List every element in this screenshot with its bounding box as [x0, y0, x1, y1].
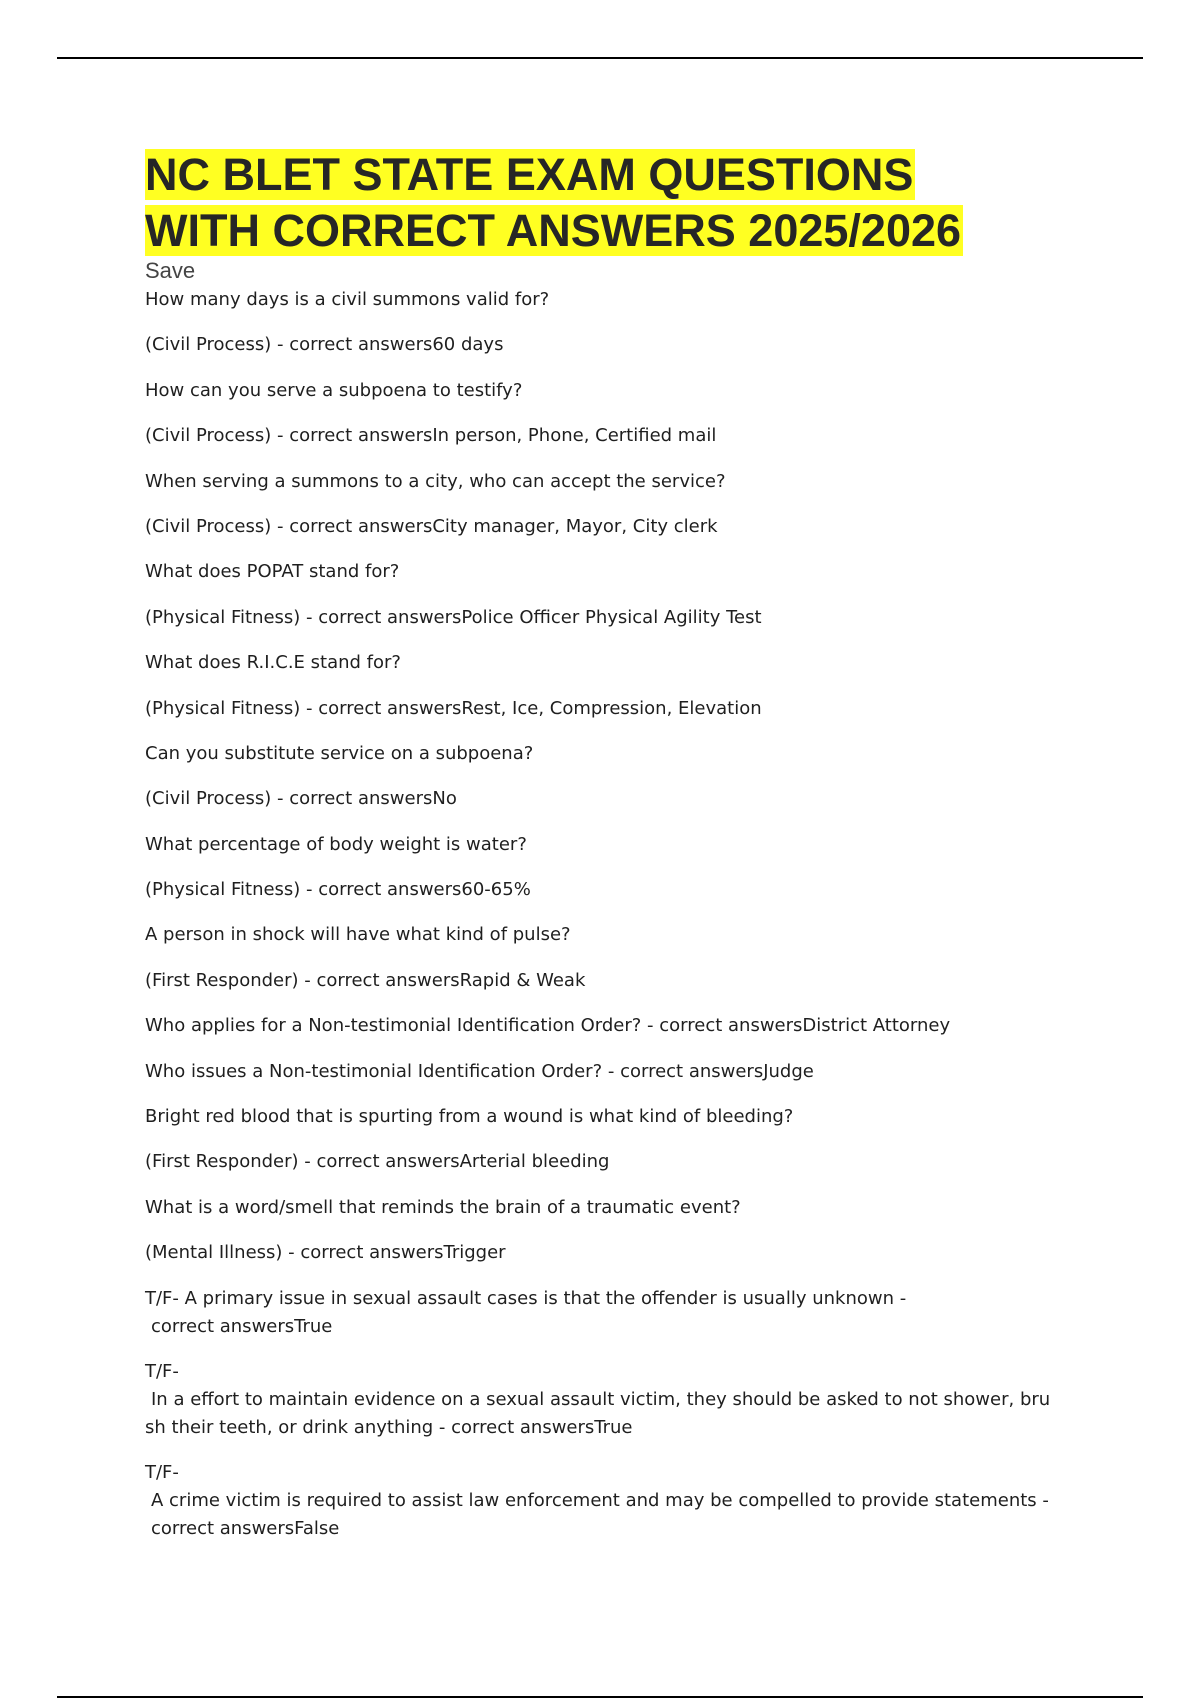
tf-item — [145, 1459, 1065, 1543]
question: How many days is a civil summons valid for? — [145, 289, 550, 310]
answer: (Physical Fitness) - correct answersPolice Officer Physical Agility Test — [145, 606, 762, 628]
question: What does R.I.C.E stand for? — [145, 652, 401, 674]
answer: (Civil Process) - correct answersCity manager, Mayor, City clerk — [145, 515, 718, 537]
question: What percentage of body weight is water? — [145, 833, 527, 855]
title-line-1: NC BLET STATE EXAM QUESTIONS — [145, 149, 914, 200]
question: When serving a summons to a city, who can accept the service? — [145, 470, 726, 492]
tf-item-line: correct answersFalse — [151, 1517, 340, 1539]
tf-item-line: T/F- A primary issue in sexual assault cases is that the offender is usually unknown - — [145, 1287, 907, 1309]
save-link[interactable]: Save — [145, 258, 196, 283]
question: What does POPAT stand for? — [145, 561, 400, 583]
answer: (Civil Process) - correct answersIn person, Phone, Certified mail — [145, 425, 717, 447]
top-rule — [57, 57, 1143, 59]
tf-item-line: T/F- — [145, 1360, 179, 1382]
tf-item-line: sh their teeth, or drink anything - correct answersTrue — [145, 1416, 633, 1438]
tf-item — [145, 1285, 1065, 1341]
tf-item-line: T/F- — [145, 1461, 179, 1483]
answer: (First Responder) - correct answersArterial bleeding — [145, 1151, 610, 1173]
document-body — [145, 147, 1065, 1560]
question: How can you serve a subpoena to testify? — [145, 379, 523, 401]
answer: (Civil Process) - correct answersNo — [145, 788, 457, 810]
tf-item-line: In a effort to maintain evidence on a sexual assault victim, they should be asked to not shower, bru — [151, 1388, 1051, 1410]
tf-item — [145, 1358, 1065, 1442]
document-title — [145, 147, 1065, 259]
question-answer: Who applies for a Non-testimonial Identification Order? - correct answersDistrict Attorney — [145, 1015, 951, 1037]
answer: (Civil Process) - correct answers60 days — [145, 334, 504, 356]
question: A person in shock will have what kind of pulse? — [145, 924, 571, 946]
answer: (Physical Fitness) - correct answers60-65% — [145, 879, 531, 901]
question: Bright red blood that is spurting from a wound is what kind of bleeding? — [145, 1106, 794, 1128]
answer: (Mental Illness) - correct answersTrigger — [145, 1242, 506, 1264]
tf-item-line: A crime victim is required to assist law enforcement and may be compelled to provide statements - — [151, 1489, 1049, 1511]
question: What is a word/smell that reminds the brain of a traumatic event? — [145, 1196, 741, 1218]
question-answer: Who issues a Non-testimonial Identification Order? - correct answersJudge — [145, 1060, 814, 1082]
answer: (First Responder) - correct answersRapid & Weak — [145, 969, 586, 991]
question: Can you substitute service on a subpoena? — [145, 742, 534, 764]
bottom-rule — [57, 1696, 1143, 1698]
answer: (Physical Fitness) - correct answersRest, Ice, Compression, Elevation — [145, 697, 762, 719]
title-line-2: WITH CORRECT ANSWERS 2025/2026 — [145, 205, 962, 256]
tf-item-line: correct answersTrue — [151, 1315, 333, 1337]
